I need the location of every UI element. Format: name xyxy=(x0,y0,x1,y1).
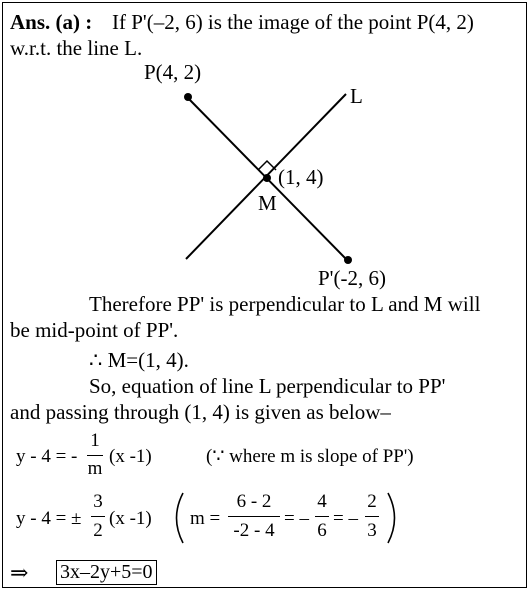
label-p-prime: P'(-2, 6) xyxy=(318,266,386,290)
eq2-lhs: y - 4 = ± xyxy=(16,508,82,529)
slope-fraction-3-denominator: 3 xyxy=(367,520,377,541)
paragraph-2-line-1: So, equation of line L perpendicular to PP' xyxy=(89,374,446,398)
final-answer-box: 3x–2y+5=0 xyxy=(56,560,157,585)
label-l: L xyxy=(350,84,363,108)
intro-line-2: w.r.t. the line L. xyxy=(10,36,143,60)
slope-fraction-1-bar xyxy=(228,516,280,517)
eq1-lhs: y - 4 = - xyxy=(16,446,78,467)
eq1-denominator: m xyxy=(87,458,103,479)
slope-fraction-2-bar xyxy=(315,516,329,517)
eq2-denominator: 2 xyxy=(93,520,103,541)
slope-equals-a: = – xyxy=(284,508,309,529)
intro-line-1: If P'(–2, 6) is the image of the point P(4, 2) xyxy=(112,10,474,34)
implies-arrow: ⇒ xyxy=(10,560,29,585)
eq2-numerator: 3 xyxy=(93,491,103,512)
slope-fraction-1-denominator: -2 - 4 xyxy=(233,520,275,541)
slope-fraction-2-numerator: 4 xyxy=(317,491,327,512)
label-p: P(4, 2) xyxy=(144,60,202,84)
slope-fraction-3-bar xyxy=(365,516,379,517)
eq1-numerator: 1 xyxy=(90,430,100,451)
m-value: ∴ M=(1, 4). xyxy=(89,348,189,372)
label-midpoint: (1, 4) xyxy=(278,165,324,189)
eq2-rest: (x -1) xyxy=(109,508,152,529)
slope-fraction-3-numerator: 2 xyxy=(367,491,377,512)
paragraph-2-line-2: and passing through (1, 4) is given as below– xyxy=(10,400,391,424)
answer-label: Ans. (a) : xyxy=(10,10,93,34)
paragraph-1-line-1: Therefore PP' is perpendicular to L and M will xyxy=(89,292,481,316)
slope-fraction-1-numerator: 6 - 2 xyxy=(236,491,272,512)
slope-m-equals: m = xyxy=(190,508,221,529)
paragraph-1-line-2: be mid-point of PP'. xyxy=(10,318,179,342)
eq1-note: (∵ where m is slope of PP') xyxy=(206,446,414,467)
slope-fraction-2-denominator: 6 xyxy=(317,520,327,541)
eq1-rest: (x -1) xyxy=(109,446,152,467)
slope-equals-b: = – xyxy=(333,508,358,529)
label-m: M xyxy=(258,191,277,215)
